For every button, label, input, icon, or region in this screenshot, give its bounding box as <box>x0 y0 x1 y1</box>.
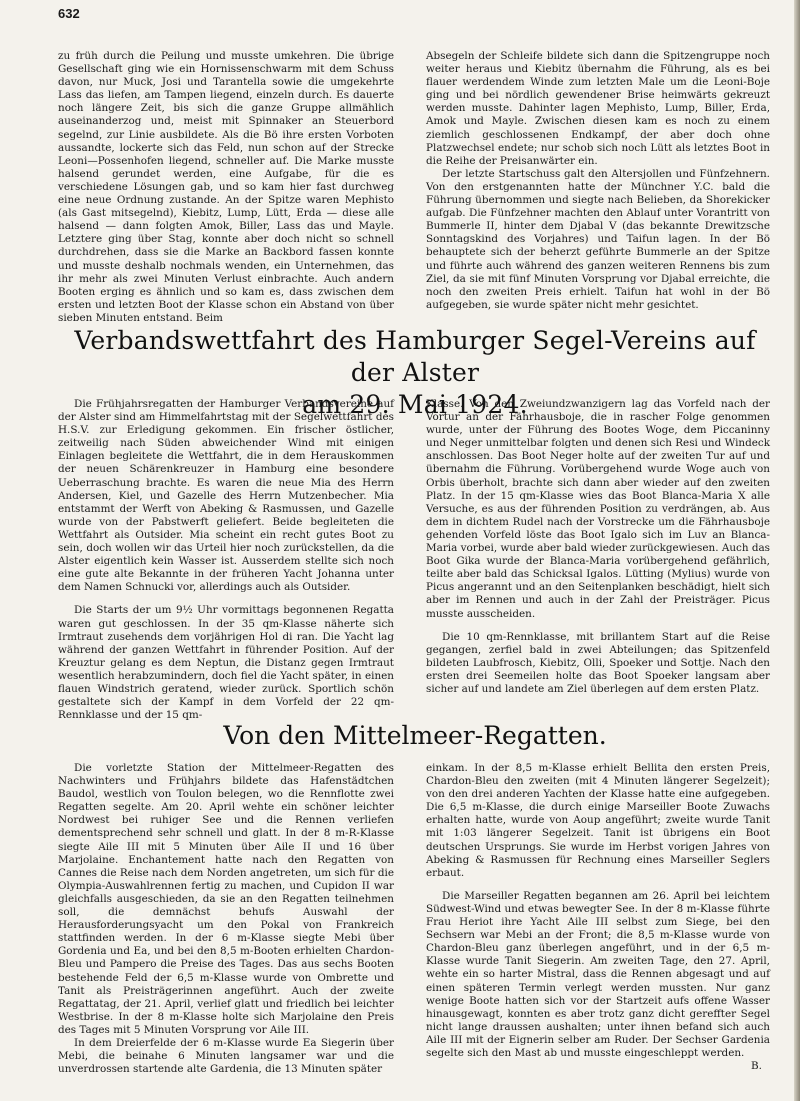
section2-right-column <box>426 398 770 696</box>
section3-right-column <box>426 762 770 1073</box>
section1-left-column <box>58 50 394 325</box>
page-number: 632 <box>58 6 80 21</box>
paragraph: Die 10 qm-Rennklasse, mit brillantem Start auf die Reise gegangen, zerfiel bald in zwei Abteilungen; das Spitzenfeld bildeten Laubfrosch, Kiebitz, Olli, Spoeker und Sottje. Nach den ersten drei Seemeilen holte das Boot Spoeker langsam aber sicher auf und landete am Ziel überlegen auf dem ersten Platz. <box>426 630 770 695</box>
heading-line: Verbandswettfahrt des Hamburger Segel-Vereins auf der Alster <box>74 326 756 387</box>
author-signature: B. <box>751 1060 762 1073</box>
section2-left-column <box>58 398 394 722</box>
paragraph: Absegeln der Schleife bildete sich dann die Spitzengruppe noch weiter heraus und Kiebitz übernahm die Führung, als es bei flauer werdendem Winde zum letzten Male um die Leoni-Boje ging und bei nördlich gewendener Brise heimwärts gekreuzt werden musste. Dahinter lagen Mephisto, Lump, Biller, Erda, Amok und Mayle. Zwischen diesen kam es noch zu einem ziemlich geschlossenen Endkampf, der aber doch ohne Platzwechsel endete; nur schob sich noch Lütt als letztes Boot in die Reihe der Preisanwärter ein. <box>426 50 770 167</box>
paragraph: Die Frühjahrsregatten der Hamburger Verbandsvereine auf der Alster sind am Himmelfahrtstag mit der Segelwettfahrt des H.S.V. zur Erledigung gekommen. Ein frischer östlicher, zeitweilig nach Süden abweichender Wind mit einigen Einlagen begleitete die Wettfahrt, die in dem Herauskommen der neuen Schärenkreuzer in Hamburg eine besondere Ueberraschung brachte. Es waren die neue Mia des Herrn Andersen, Kiel, und Gazelle des Herrn Mutzenbecher. Mia entstammt der Werft von Abeking & Rasmussen, und Gazelle wurde von der Pabstwerft geliefert. Beide begleiteten die Wettfahrt als Outsider. Mia scheint ein recht gutes Boot zu sein, doch wollen wir das Urteil hier noch zurückstellen, da die Alster eigentlich kein Wasser ist. Ausserdem stellte sich noch eine gute alte Bekannte in der früheren Yacht Johanna unter dem Namen Schnucki vor, allerdings auch als Outsider. <box>58 398 394 594</box>
heading-line: Von den Mittelmeer-Regatten. <box>223 721 607 750</box>
heading-line: am 29. Mai 1924. <box>302 390 528 419</box>
section3-left-column <box>58 762 394 1076</box>
paragraph: zu früh durch die Peilung und musste umkehren. Die übrige Gesellschaft ging wie ein Hornissenschwarm mit dem Schuss davon, nur Muck, Josi und Tarantella sowie die umgekehrte Lass das liefen, am Tampen liegend, einzeln durch. Es dauerte noch längere Zeit, bis sich die ganze Gruppe allmählich auseinanderzog und, meist mit Spinnaker an Steuerbord segelnd, zur Linie ausbildete. Als die Bö ihre ersten Vorboten aussandte, lockerte sich das Feld, nun schon auf der Strecke Leoni—Possenhofen liegend, schneller auf. Die Marke musste halsend gerundet werden, eine Aufgabe, für die es verschiedene Lösungen gab, und so kam hier fast durchweg eine neue Ordnung zustande. An der Spitze waren Mephisto (als Gast mitsegelnd), Kiebitz, Lump, Lütt, Erda — diese alle halsend — dann folgten Amok, Biller, Lass das und Mayle. Letztere ging über Stag, konnte aber doch nicht so schnell durchdrehen, dass sie die Marke an Backbord fassen konnte und musste deshalb nochmals wenden, ein Unternehmen, das ihr mehr als zwei Minuten Verlust einbrachte. Auch andern Booten erging es ähnlich und so kam es, dass zwischen dem ersten und letzten Boot der Klasse schon ein Abstand von über sieben Minuten entstand. Beim <box>58 50 394 324</box>
paragraph: Die Starts der um 9½ Uhr vormittags begonnenen Regatta waren gut geschlossen. In der 35 qm-Klasse näherte sich Irmtraut zusehends dem vorjährigen Hol di ran. Die Yacht lag während der ganzen Wettfahrt in führender Position. Auf der Kreuztur gelang es dem Neptun, die Distanz gegen Irmtraut wesentlich herabzumindern, doch fiel die Yacht später, in einen flauen Windstrich geratend, wieder zurück. Sportlich schön gestaltete sich der Kampf in dem Vorfeld der 22 qm-Rennklasse und der 15 qm- <box>58 604 394 722</box>
section1-right-column <box>426 50 770 312</box>
paragraph: Die Marseiller Regatten begannen am 26. April bei leichtem Südwest-Wind und etwas bewegter See. In der 8 m-Klasse führte Frau Heriot ihre Yacht Aile III selbst zum Siege, bei den Sechsern war Mebi an der Front; die 8,5 m-Klasse wurde von Chardon-Bleu ganz überlegen angeführt, und in der 6,5 m-Klasse wurde Tanit Siegerin. Am zweiten Tage, den 27. April, wehte ein so harter Mistral, dass die Rennen abgesagt und auf einen späteren Termin verlegt werden mussten. Nur ganz wenige Boote hatten sich vor der Startzeit aufs offene Wasser hinausgewagt, konnten es aber trotz ganz dicht gereffter Segel nicht lange draussen aushalten; unter ihnen befand sich auch Aile III mit der Eignerin selber am Ruder. Der Sechser Gardenia segelte sich den Mast ab und musste eingeschleppt werden. <box>426 889 770 1059</box>
paragraph: Der letzte Startschuss galt den Altersjollen und Fünfzehnern. Von den erstgenannten hatte der Münchner Y.C. bald die Führung übernommen und siegte nach Belieben, da Shorekicker aufgab. Die Fünfzehner machten den Ablauf unter Vorantritt von Bummerle II, hinter dem Djabal V (das bekannte Drewitzsche Sonntagskind des Vorjahres) und Taifun lagen. In der Bö behauptete sich der beherzt geführte Bummerle an der Spitze und führte auch während des ganzen weiteren Rennens bis zum Ziel, da sie mit fünf Minuten Vorsprung vor Djabal erreichte, die noch den zweiten Preis erhielt. Taifun hat wohl in der Bö aufgegeben, sie wurde später nicht mehr gesichtet. <box>426 167 770 311</box>
article-heading-mittelmeer <box>60 720 770 752</box>
paragraph: Die vorletzte Station der Mittelmeer-Regatten des Nachwinters und Frühjahrs bildete das Hafenstädtchen Baudol, westlich von Toulon belegen, wo die Rennflotte zwei Regatten segelte. Am 20. April wehte ein schöner leichter Nordwest bei ruhiger See und die Rennen verliefen dementsprechend sehr schnell und glatt. In der 8 m-R-Klasse siegte Aile III mit 5 Minuten über Aile II und 16 über Marjolaine. Enchantement hatte nach den Regatten von Cannes die Reise nach dem Norden angetreten, um sich für die Olympia-Auswahlrennen fertig zu machen, und Cupidon II war gleichfalls ausgeschieden, da sie an den Regatten teilnehmen soll, die demnächst behufs Auswahl der Herausforderungsyacht um den Pokal von Frankreich stattfinden werden. In der 6 m-Klasse siegte Mebi über Gordenia und Ea, und bei den 8,5 m-Booten erhielten Chardon-Bleu und Pampero die Preise des Tages. Das aus sechs Booten bestehende Feld der 6,5 m-Klasse wurde von Ombrette und Tanit als Preisträgerinnen angeführt. Auch der zweite Regattatag, der 21. April, verlief glatt und friedlich bei leichter Westbrise. In der 8 m-Klasse holte sich Marjolaine den Preis des Tages mit 5 Minuten Vorsprung vor Aile III. <box>58 762 394 1036</box>
paragraph: einkam. In der 8,5 m-Klasse erhielt Bellita den ersten Preis, Chardon-Bleu den zweiten (mit 4 Minuten längerer Segelzeit); von den drei anderen Yachten der Klasse hatte eine aufgegeben. Die 6,5 m-Klasse, die durch einige Marseiller Boote Zuwachs erhalten hatte, wurde von Aoup angeführt; zweite wurde Tanit mit 1:03 längerer Segelzeit. Tanit ist übrigens ein Boot deutschen Ursprungs. Sie wurde im Herbst vorigen Jahres von Abeking & Rasmussen für Rechnung eines Marseiller Seglers erbaut. <box>426 762 770 879</box>
page-edge-shadow <box>794 0 800 1101</box>
paragraph: In dem Dreierfelde der 6 m-Klasse wurde Ea Siegerin über Mebi, die beinahe 6 Minuten langsamer war und die unverdrossen startende alte Gardenia, die 13 Minuten später <box>58 1036 394 1076</box>
paragraph: Klasse. Von den Zweiundzwanzigern lag das Vorfeld nach der Vortur an der Fährhausboje, die in rascher Folge genommen wurde, unter der Führung des Bootes Woge, dem Piccaninny und Neger unmittelbar folgten und denen sich Resi und Windeck anschlossen. Das Boot Neger holte auf der zweiten Tur auf und übernahm die Führung. Vorübergehend wurde Woge auch von Orbis überholt, brachte sich dann aber wieder auf den zweiten Platz. In der 15 qm-Klasse wies das Boot Blanca-Maria X alle Versuche, es aus der führenden Position zu verdrängen, ab. Aus dem in dichtem Rudel nach der Vorstrecke um die Fährhausboje gehenden Vorfeld löste das Boot Igalo sich im Luv an Blanca-Maria vorbei, wurde aber bald wieder zurückgewiesen. Auch das Boot Gika wurde der Blanca-Maria vorübergehend gefährlich, teilte aber bald das Schicksal Igalos. Lütting (Mylius) wurde von Picus angerannt und an den Seitenplanken beschädigt, hielt sich aber im Rennen und auch in der Zahl der Preisträger. Picus musste ausscheiden. <box>426 398 771 620</box>
